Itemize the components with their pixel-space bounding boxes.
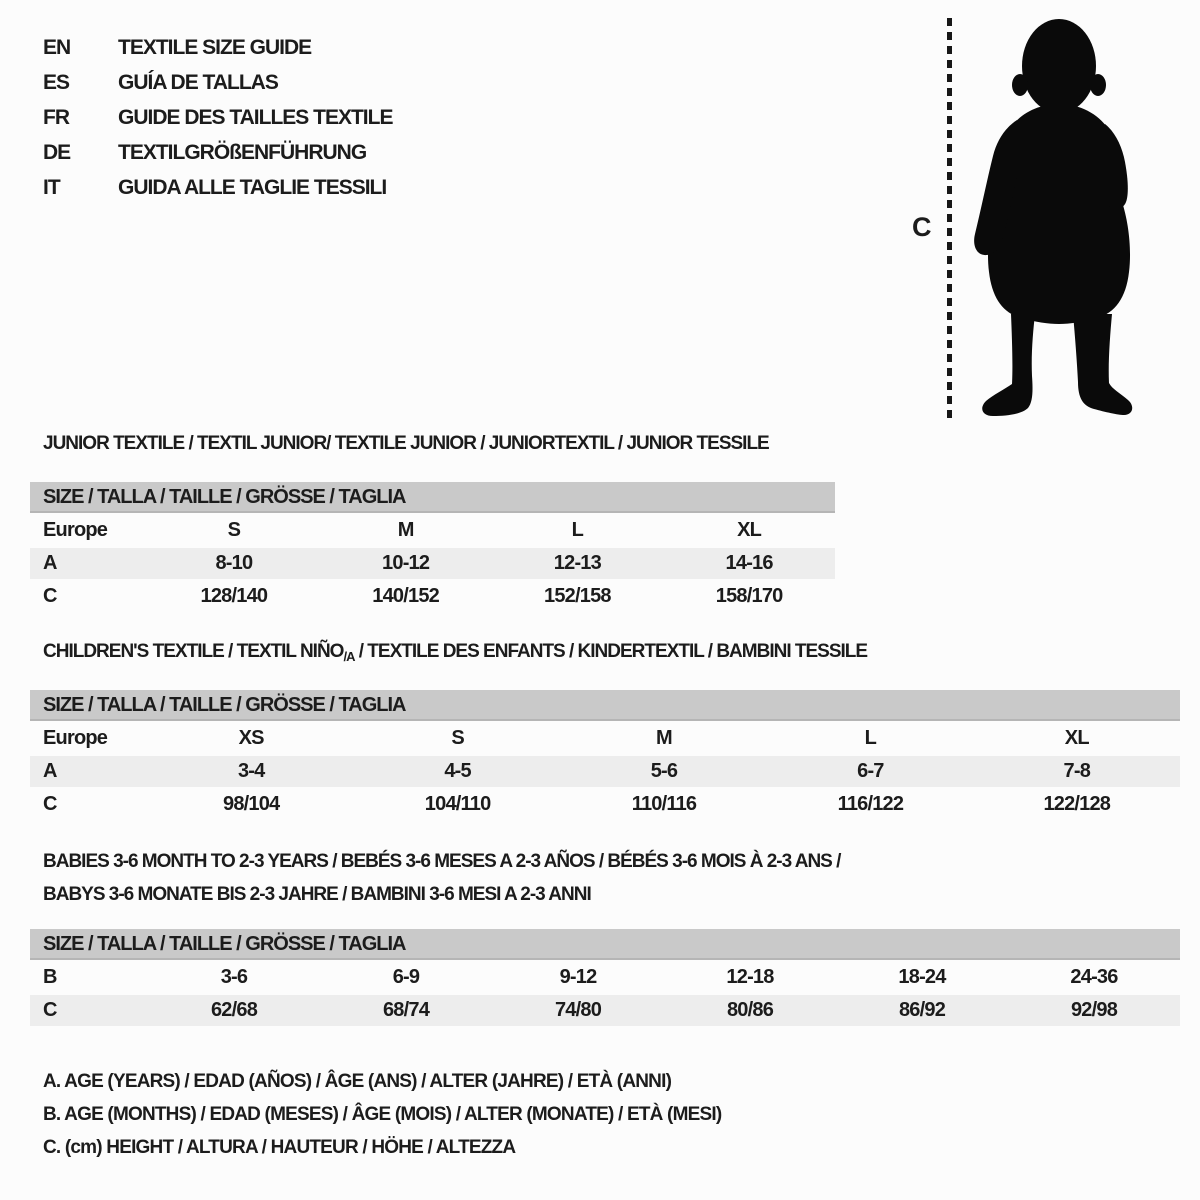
lang-row-de: [43, 141, 392, 176]
row-label: C: [43, 585, 57, 607]
size-cell: 6-9: [392, 966, 420, 988]
size-cell: 62/68: [210, 999, 258, 1021]
size-cell: 3-6: [220, 966, 248, 988]
size-cell: L: [864, 727, 877, 749]
children-size-table: [30, 690, 1180, 820]
size-cell: M: [397, 519, 414, 541]
table-row: [30, 548, 835, 579]
babies-section-title-line1: BABIES 3-6 MONTH TO 2-3 YEARS / BEBÉS 3-6 MESES A 2-3 AÑOS / BÉBÉS 3-6 MOIS À 2-3 ANS /: [43, 851, 841, 872]
language-title-list: [43, 36, 392, 211]
row-label: A: [43, 760, 57, 782]
junior-size-table: [30, 482, 835, 612]
lang-code-en: EN: [43, 36, 71, 59]
row-label: A: [43, 552, 57, 574]
lang-code-fr: FR: [43, 106, 69, 129]
size-cell: 24-36: [1070, 966, 1118, 988]
lang-row-en: [43, 36, 392, 71]
size-cell: 6-7: [857, 760, 884, 782]
size-cell: 74/80: [554, 999, 602, 1021]
lang-title-de: TEXTILGRÖßENFÜHRUNG: [118, 141, 367, 164]
lang-row-fr: [43, 106, 392, 141]
babies-section-title-line2: BABYS 3-6 MONATE BIS 2-3 JAHRE / BAMBINI 3-6 MESI A 2-3 ANNI: [43, 884, 591, 905]
size-cell: 14-16: [725, 552, 773, 574]
toddler-silhouette: [967, 18, 1135, 418]
lang-row-it: [43, 176, 392, 211]
size-cell: 12-13: [553, 552, 601, 574]
babies-size-table: [30, 929, 1180, 1026]
silhouette-leg-right: [1073, 314, 1132, 415]
table-row: [30, 789, 1180, 820]
size-cell: XS: [238, 727, 264, 749]
lang-title-en: TEXTILE SIZE GUIDE: [118, 36, 312, 59]
silhouette-head: [1022, 19, 1096, 113]
lang-title-fr: GUIDE DES TAILLES TEXTILE: [118, 106, 393, 129]
size-cell: 10-12: [382, 552, 430, 574]
size-cell: XL: [737, 519, 762, 541]
row-label: Europe: [43, 519, 108, 541]
size-cell: 92/98: [1070, 999, 1118, 1021]
legend-line-a: A. AGE (YEARS) / EDAD (AÑOS) / ÂGE (ANS) / ALTER (JAHRE) / ETÀ (ANNI): [43, 1071, 672, 1092]
size-cell: 7-8: [1063, 760, 1091, 782]
lang-title-it: GUIDA ALLE TAGLIE TESSILI: [118, 176, 387, 199]
children-section-title: [43, 641, 867, 664]
silhouette-ear-left: [1012, 74, 1028, 96]
row-label: Europe: [43, 727, 108, 749]
lang-title-es: GUÍA DE TALLAS: [118, 71, 278, 94]
row-label: C: [43, 793, 57, 815]
row-label: C: [43, 999, 57, 1021]
size-cell: 8-10: [215, 552, 253, 574]
lang-code-it: IT: [43, 176, 60, 199]
lang-row-es: [43, 71, 392, 106]
size-cell: 18-24: [898, 966, 946, 988]
children-size-header-bar: SIZE / TALLA / TAILLE / GRÖSSE / TAGLIA: [30, 690, 1180, 721]
size-cell: M: [656, 727, 672, 749]
size-cell: 104/110: [424, 793, 491, 815]
size-cell: 9-12: [559, 966, 597, 988]
height-label-c: C: [912, 212, 931, 242]
silhouette-leg-left: [982, 314, 1035, 416]
size-cell: 140/152: [372, 585, 439, 607]
size-cell: S: [227, 519, 241, 541]
size-cell: S: [451, 727, 464, 749]
size-cell: 80/86: [726, 999, 774, 1021]
size-cell: XL: [1064, 727, 1089, 749]
table-row: [30, 515, 835, 546]
children-title-after: / TEXTILE DES ENFANTS / KINDERTEXTIL / BAMBINI TESSILE: [354, 641, 868, 662]
legend-line-b: B. AGE (MONTHS) / EDAD (MESES) / ÂGE (MOIS) / ALTER (MONATE) / ETÀ (MESI): [43, 1104, 722, 1125]
junior-section-title: JUNIOR TEXTILE / TEXTIL JUNIOR/ TEXTILE JUNIOR / JUNIORTEXTIL / JUNIOR TESSILE: [43, 433, 769, 454]
size-cell: 12-18: [726, 966, 774, 988]
legend-line-c: C. (cm) HEIGHT / ALTURA / HAUTEUR / HÖHE / ALTEZZA: [43, 1137, 516, 1158]
size-cell: 158/170: [715, 585, 783, 607]
size-cell: 68/74: [382, 999, 430, 1021]
table-row: [30, 756, 1180, 787]
junior-size-header-bar: SIZE / TALLA / TAILLE / GRÖSSE / TAGLIA: [30, 482, 835, 513]
babies-size-header-bar: SIZE / TALLA / TAILLE / GRÖSSE / TAGLIA: [30, 929, 1180, 960]
size-cell: 128/140: [200, 585, 268, 607]
children-title-before: CHILDREN'S TEXTILE / TEXTIL NIÑO: [43, 641, 344, 662]
size-cell: 152/158: [544, 585, 611, 607]
table-row: [30, 723, 1180, 754]
table-row: [30, 995, 1180, 1026]
size-cell: 5-6: [650, 760, 678, 782]
size-cell: 110/116: [631, 793, 697, 815]
size-cell: 86/92: [898, 999, 946, 1021]
table-row: [30, 962, 1180, 993]
children-title-subscript: /A: [343, 649, 355, 664]
table-row: [30, 581, 835, 612]
lang-code-de: DE: [43, 141, 71, 164]
lang-code-es: ES: [43, 71, 70, 94]
row-label: B: [43, 966, 57, 988]
silhouette-ear-right: [1090, 74, 1106, 96]
size-cell: L: [571, 519, 584, 541]
size-cell: 98/104: [223, 793, 280, 815]
size-cell: 122/128: [1043, 793, 1111, 815]
size-cell: 116/122: [837, 793, 904, 815]
height-dashed-line: [947, 18, 952, 418]
size-cell: 4-5: [444, 760, 471, 782]
size-cell: 3-4: [237, 760, 265, 782]
